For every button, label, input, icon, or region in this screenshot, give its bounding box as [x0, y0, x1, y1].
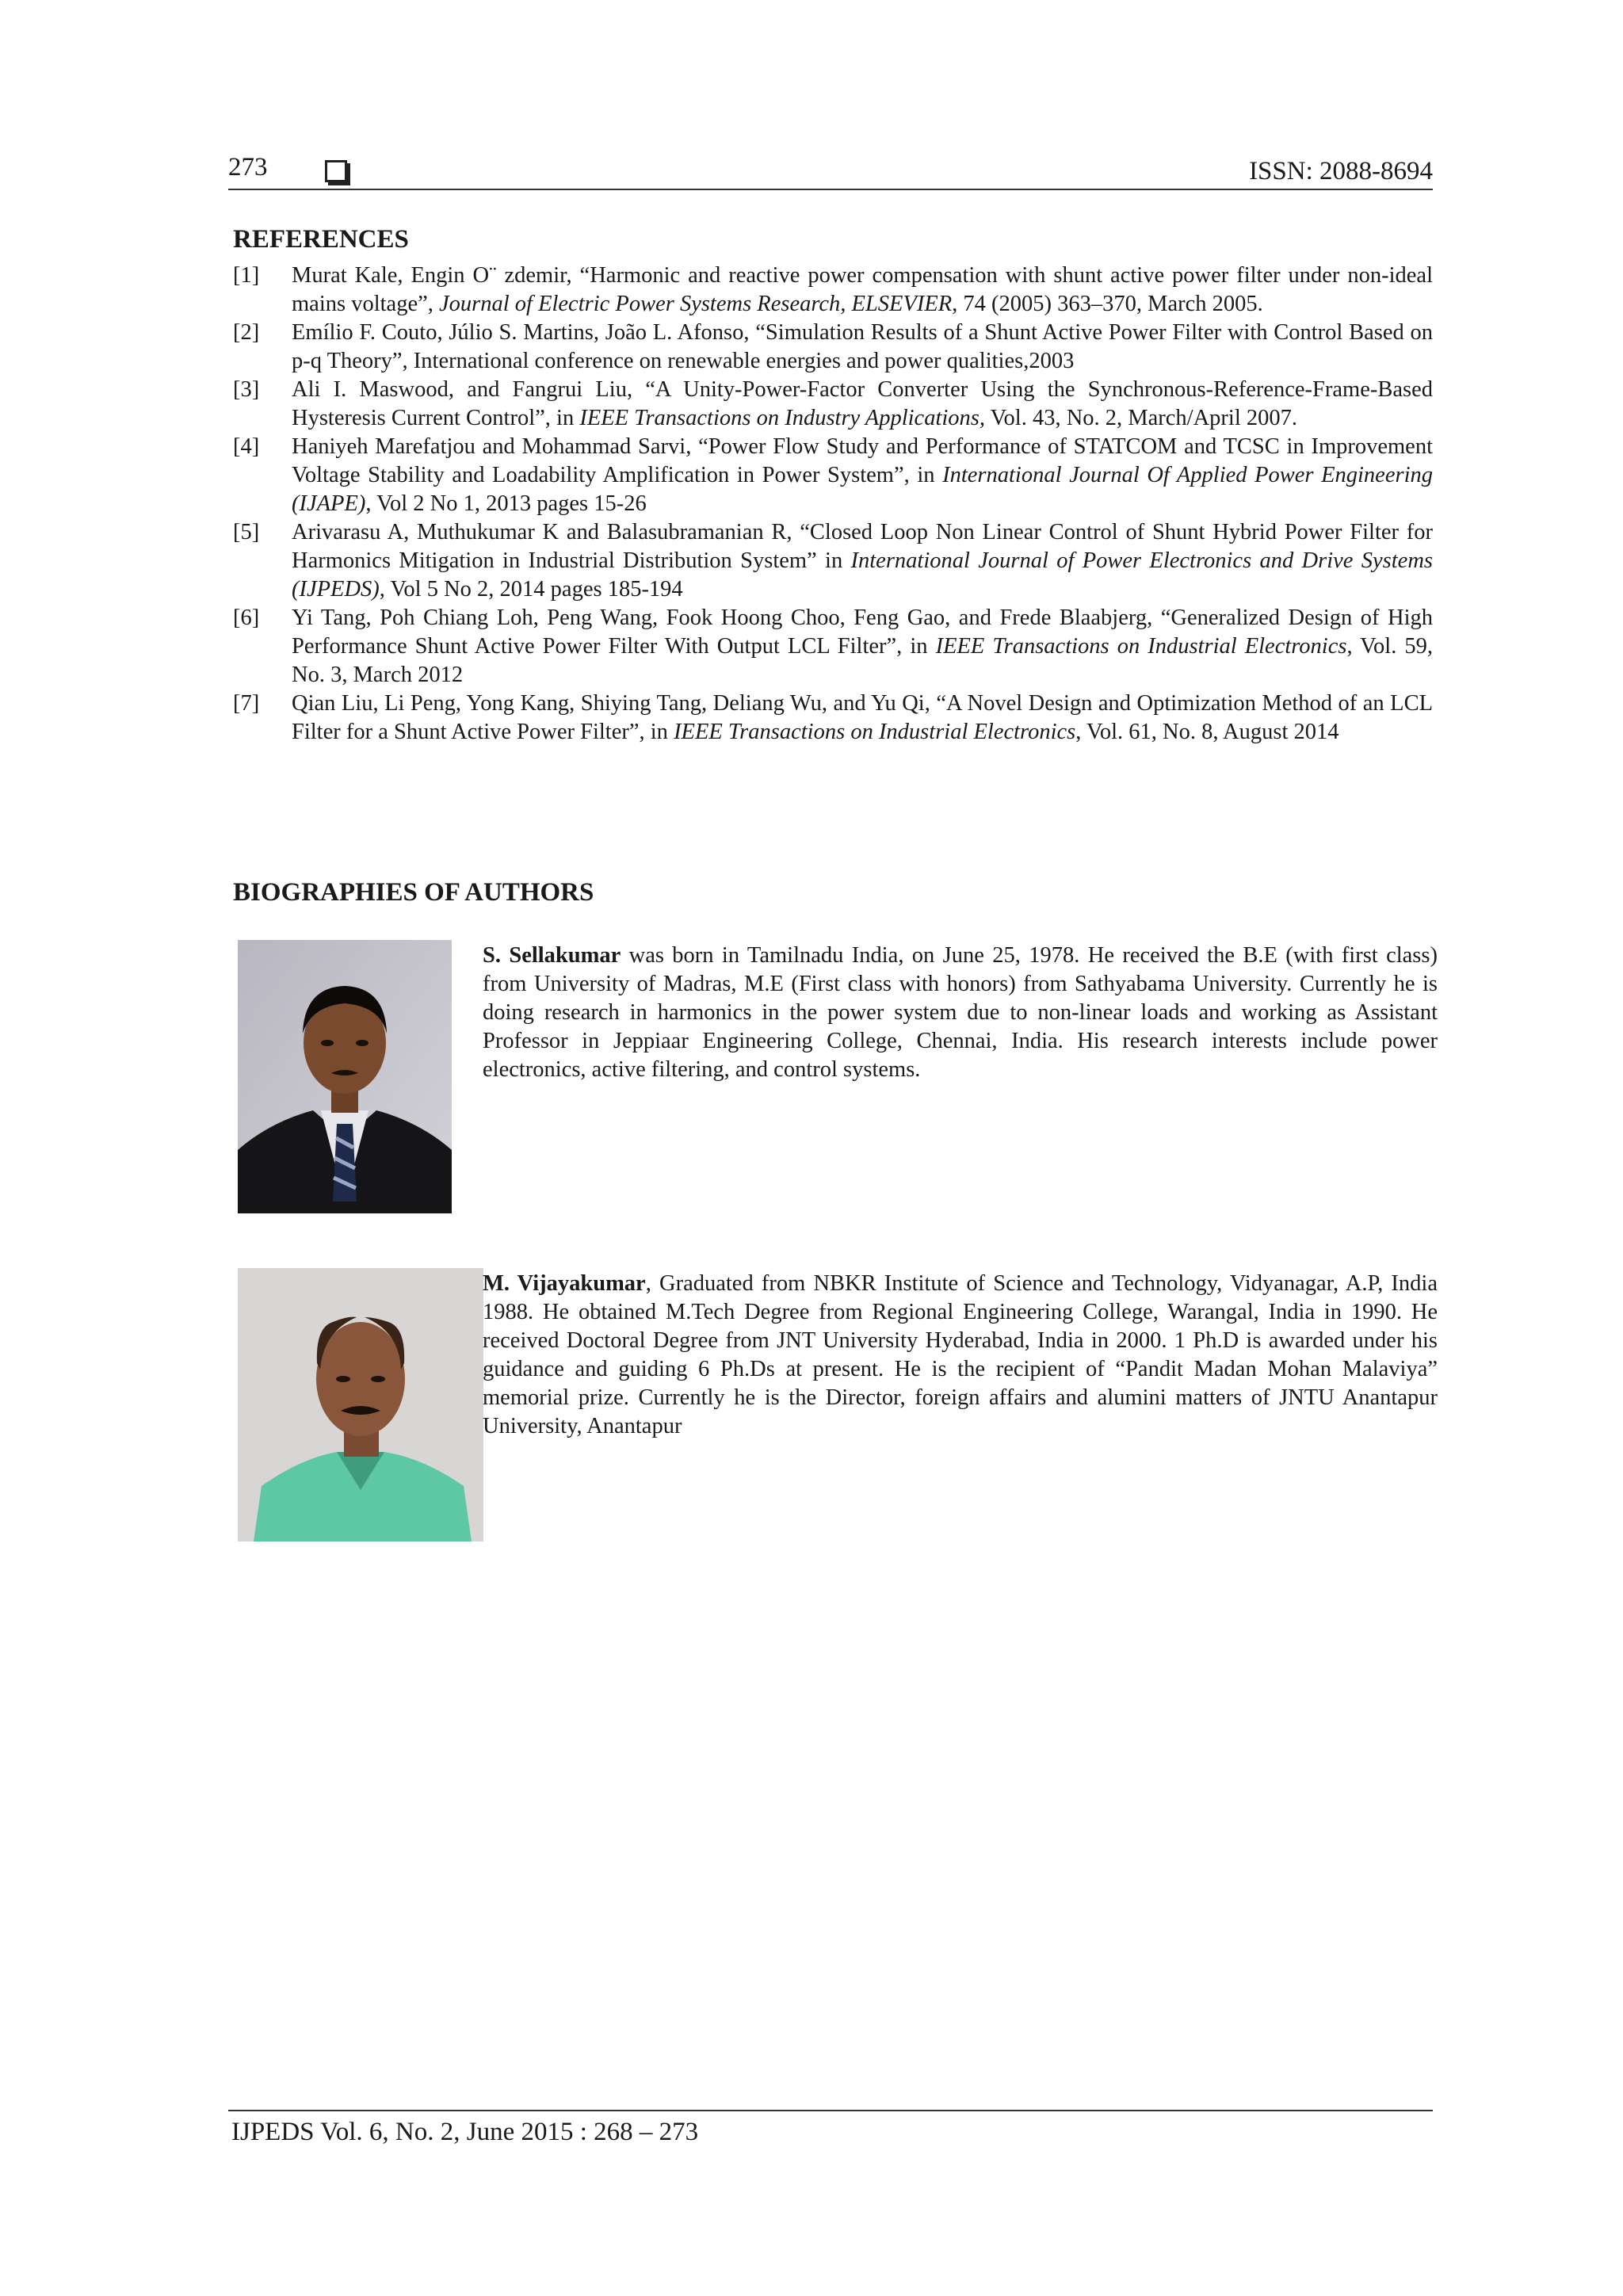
reference-item [233, 518, 1433, 604]
reference-list [233, 262, 1433, 747]
reference-number: [7] [233, 691, 260, 716]
reference-fragment: Emílio F. Couto, Júlio S. Martins, João L. Afonso, “Simulation Results of a Shunt Active Power Filter with Control Based on p-q Theory”, International conference on renewable energies and power qualities,2003 [292, 320, 1433, 373]
author-bio-text: was born in Tamilnadu India, on June 25, 1978. He received the B.E (with first class) from University of Madras, M.E (First class with honors) from Sathyabama University. Currently he is doing research in harmonics in the power system due to non-linear loads and working as Assistant Professor in Jeppiaar Engineering College, Chennai, India. His research interests include power electronics, active filtering, and control systems. [483, 943, 1438, 1082]
author-photo-vijayakumar [238, 1268, 483, 1541]
reference-fragment: , Vol 5 No 2, 2014 pages 185-194 [379, 577, 683, 602]
reference-number: [4] [233, 434, 260, 459]
author-bio-sellakumar [483, 942, 1438, 1084]
reference-fragment: Vol. 43, No. 2, March/April 2007. [985, 406, 1297, 430]
issn: ISSN: 2088-8694 [1249, 157, 1433, 185]
page-number: 273 [228, 153, 268, 181]
reference-text [292, 433, 1433, 518]
reference-venue: International Journal of Power Electronics and Drive Systems (IJPEDS) [292, 548, 1433, 602]
reference-number: [5] [233, 520, 260, 544]
reference-fragment: Yi Tang, Poh Chiang Loh, Peng Wang, Fook Hoong Choo, Feng Gao, and Frede Blaabjerg, “Generalized Design of High Performance Shunt Active Power Filter With Output LCL Filter”, in [292, 606, 1433, 659]
author-bio-text: , Graduated from NBKR Institute of Science and Technology, Vidyanagar, A.P, India 1988. He obtained M.Tech Degree from Regional Engineering College, Warangal, India in 1990. He received Doctoral Degree from JNT University Hyderabad, India in 2000. 1 Ph.D is awarded under his guidance and guiding 6 Ph.Ds at present. He is the recipient of “Pandit Madan Mohan Malaviya” memorial prize. Currently he is the Director, foreign affairs and alumini matters of JNTU Anantapur University, Anantapur [483, 1271, 1438, 1438]
reference-item [233, 690, 1433, 747]
reference-venue: IEEE Transactions on Industry Applications, [579, 406, 986, 430]
reference-venue: IEEE Transactions on Industrial Electronics [935, 634, 1347, 659]
reference-number: [2] [233, 320, 260, 345]
author-name: M. Vijayakumar [483, 1271, 646, 1296]
reference-number: [6] [233, 606, 260, 630]
reference-number: [3] [233, 377, 260, 402]
footer-citation: IJPEDS Vol. 6, No. 2, June 2015 : 268 – 273 [231, 2118, 699, 2146]
reference-fragment: 74 (2005) 363–370, March 2005. [957, 292, 1263, 316]
reference-text [292, 319, 1433, 376]
reference-item [233, 376, 1433, 433]
biographies-heading: BIOGRAPHIES OF AUTHORS [233, 878, 594, 907]
reference-text [292, 518, 1433, 604]
reference-item [233, 604, 1433, 690]
references-heading: REFERENCES [233, 225, 409, 254]
reference-venue: IEEE Transactions on Industrial Electronics [674, 720, 1076, 744]
reference-item [233, 319, 1433, 376]
reference-fragment: Haniyeh Marefatjou and Mohammad Sarvi, “Power Flow Study and Performance of STATCOM and TCSC in Improvement Voltage Stability and Loadability Amplification in Power System”, in [292, 434, 1433, 487]
reference-item [233, 262, 1433, 319]
reference-fragment: Ali I. Maswood, and Fangrui Liu, “A Unity-Power-Factor Converter Using the Synchronous-Reference-Frame-Based Hysteresis Current Control”, in [292, 377, 1433, 430]
reference-fragment: , Vol. 59, No. 3, March 2012 [292, 634, 1434, 687]
author-photo-sellakumar [238, 940, 452, 1213]
reference-venue: Journal of Electric Power Systems Research, ELSEVIER, [439, 292, 958, 316]
author-bio-vijayakumar [483, 1270, 1438, 1441]
author-name: S. Sellakumar [483, 943, 621, 968]
reference-number: [1] [233, 263, 260, 288]
reference-text [292, 690, 1433, 747]
reference-text [292, 262, 1433, 319]
reference-text [292, 604, 1433, 690]
reference-venue: International Journal Of Applied Power Engineering (IJAPE) [292, 463, 1433, 516]
page-footer [228, 2110, 1433, 2146]
reference-fragment: , Vol. 61, No. 8, August 2014 [1075, 720, 1339, 744]
reference-fragment: Qian Liu, Li Peng, Yong Kang, Shiying Tang, Deliang Wu, and Yu Qi, “A Novel Design and Optimization Method of an LCL Filter for a Shunt Active Power Filter”, in [292, 691, 1433, 744]
reference-item [233, 433, 1433, 518]
reference-fragment: Arivarasu A, Muthukumar K and Balasubramanian R, “Closed Loop Non Linear Control of Shunt Hybrid Power Filter for Harmonics Mitigation in Industrial Distribution System” in [292, 520, 1433, 573]
page-header [228, 153, 1433, 190]
square-bullet-icon [325, 160, 347, 182]
reference-text [292, 376, 1433, 433]
reference-fragment: , Vol 2 No 1, 2013 pages 15-26 [365, 491, 647, 516]
reference-fragment: Murat Kale, Engin O¨ zdemir, “Harmonic and reactive power compensation with shunt active power filter under non-ideal mains voltage”, [292, 263, 1433, 316]
